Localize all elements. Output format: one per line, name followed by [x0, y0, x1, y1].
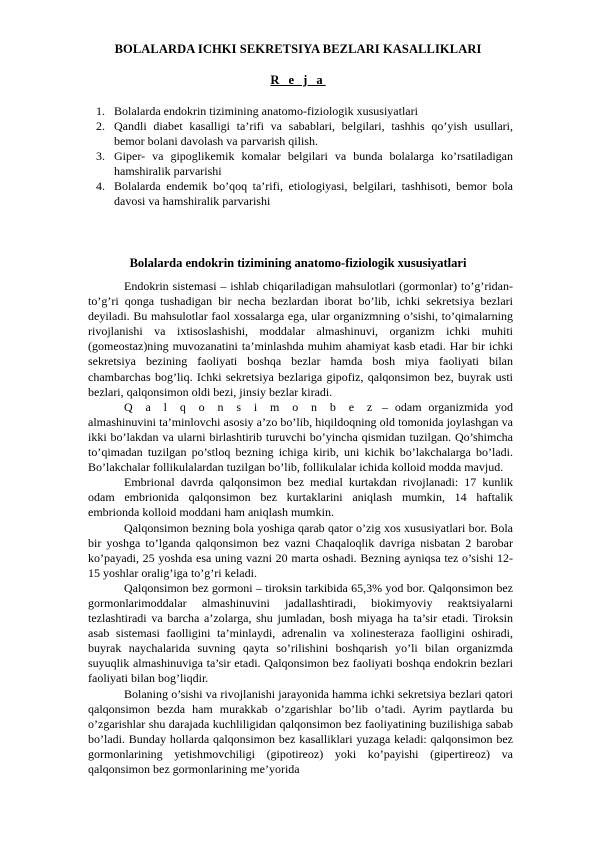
paragraph-lead-term: Q a l q o n s i m o n b e z — [124, 399, 376, 414]
plan-item — [88, 179, 513, 209]
plan-item-text: Bolalarda endemik bo’qoq ta’rifi, etiologiyasi, belgilari, tashhisoti, bemor bola davosi va hamshiralik parvarishi — [114, 179, 513, 208]
body-text — [88, 279, 513, 777]
plan-item-number: 2. — [96, 119, 105, 133]
paragraph-text: Qalqonsimon bezning bola yoshiga qarab qator o’zig xos xususiyatlari bor. Bola bir yoshga to’lganda qalqonsimon bez vazni Chaqaloqlik davriga nisbatan 2 barobar ko’payadi, 25 yoshda esa uning vazni 20 marta oshadi. Bezning ayniqsa tez o’sishi 12-15 yoshlar oralig’iga to’g’ri keladi. — [88, 520, 513, 580]
paragraph — [88, 581, 513, 687]
plan-item — [88, 104, 513, 119]
plan-item — [88, 119, 513, 149]
paragraph — [88, 687, 513, 778]
plan-item — [88, 149, 513, 179]
plan-item-text: Bolalarda endokrin tizimining anatomo-fiziologik xususiyatlari — [114, 104, 418, 118]
plan-item-text: Qandli diabet kasalligi ta’rifi va sabablari, belgilari, tashhis qo’yish usullari, bemor bolani davolash va parvarish qilish. — [114, 119, 513, 148]
document-title: BOLALARDA ICHKI SEKRETSIYA BEZLARI KASALLIKLARI — [114, 42, 482, 56]
plan-item-number: 4. — [96, 179, 105, 193]
paragraph-text: – odam organizmida yod almashinuvini ta’minlovchi asosiy a’zo bo’lib, hiqildoqning old tomonida joylashgan va ikki bo’lakdan va ularni birlashtirib turuvchi bo’yincha qismidan tuzilgan. Qo’shimcha to’qimadan tuzilgan po’stloq bezning ichiga kirib, uni kichik bo’lakchalarga bo’ladi. Bo’lakchalar follikulalardan tuzilgan bo’lib, follikulalar ichida kolloid modda mavjud. — [88, 399, 513, 475]
plan-item-text: Giper- va gipoglikemik komalar belgilari va bunda bolalarga ko’rsatiladigan hamshiralik parvarishi — [114, 149, 513, 178]
paragraph-text: Endokrin sistemasi – ishlab chiqariladigan mahsulotlari (gormonlar) to’g’ridan-to’g’ri qonga tushadigan bir necha bezlardan iborat bo’lib, ichki sekretsiya bezlari deyiladi. Bu mahsulotlar faol xossalarga ega, ular organizmning o’sishi, to’qimalarning rivojlanishi va ixtisoslashishi, moddalar almashinuvi, organizm ichki muhiti (gomeostaz)ning muvozanatini ta’minlashda muhim ahamiyat kasb etadi. Har bir ichki sekretsiya bezining faoliyati boshqa bezlar hamda bosh miya faoliyati bilan chambarchas bog’liq. Ichki sekretsiya bezlariga gipofiz, qalqonsimon bez, buyrak usti bezlari, qalqonsimon oldi bezi, jinsiy bezlar kiradi. — [88, 279, 513, 399]
paragraph-text: Qalqonsimon bez gormoni – tiroksin tarkibida 65,3% yod bor. Qalqonsimon bez gormonlarimoddalar almashinuvini jadallashtiradi, biokimyoviy reaktsiyalarni tezlashtiradi va barcha a’zolarga, shu jumladan, bosh miyaga ha ta’sir etadi. Tiroksin asab sistemasi faolligini ta’minlaydi, adrenalin va xolinesteraza faolligini oshiradi, buyrak naychalarida suvning qayta so’rilishini boshqarish yo’li bilan organizmda suyuqlik almashinuviga ta’sir etadi. Qalqonsimon bez faoliyati boshqa endokrin bezlari faoliyati bilan bog’liqdir. — [88, 580, 513, 686]
paragraph — [88, 279, 513, 400]
paragraph — [88, 521, 513, 581]
section-heading: Bolalarda endokrin tizimining anatomo-fiziologik xususiyatlari — [129, 256, 467, 270]
paragraph-text: Embrional davrda qalqonsimon bez medial kurtakdan rivojlanadi: 17 kunlik odam embrionida qalqonsimon bez kurtaklarini aniqlash mumkin, 14 haftalik embrionda kolloid moddani ham aniqlash mumkin. — [88, 475, 513, 520]
plan-list — [88, 104, 513, 209]
paragraph — [88, 475, 513, 520]
paragraph-text: Bolaning o’sishi va rivojlanishi jarayonida hamma ichki sekretsiya bezlari qatori qalqonsimon bezda ham murakkab o’zgarishlar bo’lib o’tadi. Ayrim paytlarda bu o’zgarishlar shu darajada kuchliligidan qalqonsimon bez faoliyatining buzilishiga sabab bo’ladi. Bunday hollarda qalqonsimon bez kasalliklari yuzaga keladi: qalqonsimon bez gormonlarining yetishmovchiligi (gipotireoz) yoki ko’payishi (gipertireoz) va qalqonsimon bez gormonlarining me’yorida — [88, 686, 513, 776]
plan-heading: R e j a — [270, 73, 326, 87]
paragraph — [88, 400, 513, 475]
plan-item-number: 3. — [96, 149, 105, 163]
plan-item-number: 1. — [96, 104, 105, 118]
